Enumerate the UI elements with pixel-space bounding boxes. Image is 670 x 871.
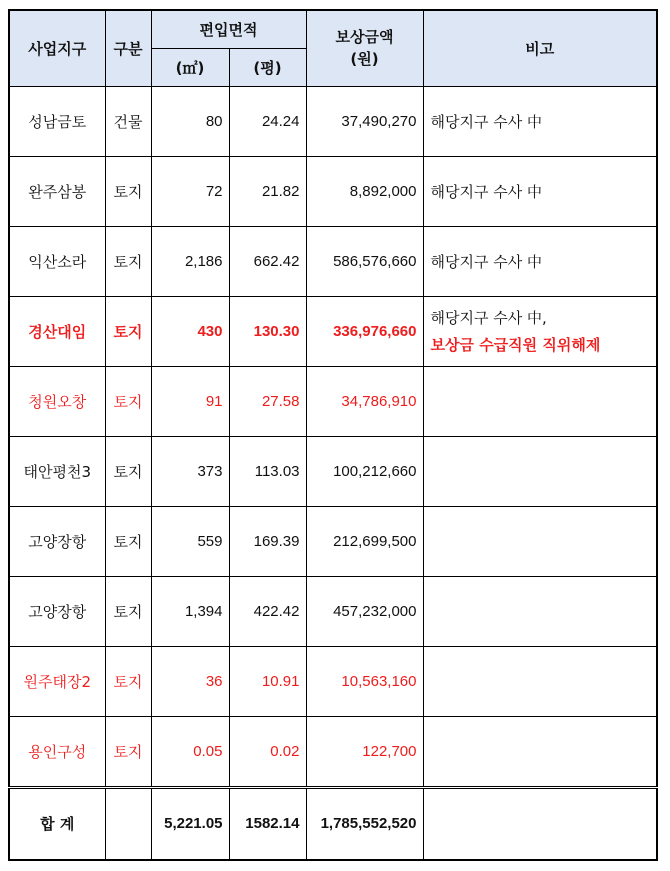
remark-text: 해당지구 수사 中 bbox=[430, 182, 542, 201]
district-cell: 경산대임 bbox=[9, 296, 105, 366]
area-m2-cell: 91 bbox=[151, 366, 229, 436]
header-area-pyeong: (평) bbox=[229, 48, 306, 86]
district-cell: 익산소라 bbox=[9, 226, 105, 296]
remark-note: 보상금 수급직원 직위해제 bbox=[430, 336, 601, 354]
table-row bbox=[9, 226, 657, 296]
type-cell: 토지 bbox=[105, 296, 151, 366]
table-row bbox=[9, 436, 657, 506]
remark-cell bbox=[423, 576, 657, 646]
area-m2-cell: 72 bbox=[151, 156, 229, 226]
amount-cell: 122,700 bbox=[306, 716, 423, 787]
type-cell: 건물 bbox=[105, 86, 151, 156]
type-cell: 토지 bbox=[105, 716, 151, 787]
district-cell: 고양장항 bbox=[9, 506, 105, 576]
type-cell: 토지 bbox=[105, 436, 151, 506]
header-remark: 비고 bbox=[423, 10, 657, 86]
type-cell: 토지 bbox=[105, 576, 151, 646]
header-area-group: 편입면적 bbox=[151, 10, 306, 48]
district-cell: 청원오창 bbox=[9, 366, 105, 436]
amount-cell: 8,892,000 bbox=[306, 156, 423, 226]
amount-cell: 34,786,910 bbox=[306, 366, 423, 436]
remark-cell bbox=[423, 296, 657, 366]
total-remark bbox=[423, 787, 657, 860]
table-row bbox=[9, 86, 657, 156]
district-cell: 용인구성 bbox=[9, 716, 105, 787]
area-m2-cell: 0.05 bbox=[151, 716, 229, 787]
table-row bbox=[9, 716, 657, 787]
type-cell: 토지 bbox=[105, 156, 151, 226]
header-compensation bbox=[306, 10, 423, 86]
total-amount: 1,785,552,520 bbox=[306, 787, 423, 860]
table-row bbox=[9, 366, 657, 436]
district-cell: 고양장항 bbox=[9, 576, 105, 646]
area-m2-cell: 430 bbox=[151, 296, 229, 366]
total-type bbox=[105, 787, 151, 860]
total-area-pyeong: 1582.14 bbox=[229, 787, 306, 860]
amount-cell: 100,212,660 bbox=[306, 436, 423, 506]
header-type: 구분 bbox=[105, 10, 151, 86]
area-pyeong-cell: 422.42 bbox=[229, 576, 306, 646]
area-pyeong-cell: 27.58 bbox=[229, 366, 306, 436]
area-pyeong-cell: 113.03 bbox=[229, 436, 306, 506]
area-pyeong-cell: 662.42 bbox=[229, 226, 306, 296]
remark-cell bbox=[423, 86, 657, 156]
remark-cell bbox=[423, 156, 657, 226]
header-district: 사업지구 bbox=[9, 10, 105, 86]
area-pyeong-cell: 169.39 bbox=[229, 506, 306, 576]
remark-cell bbox=[423, 506, 657, 576]
table-row bbox=[9, 646, 657, 716]
amount-cell: 37,490,270 bbox=[306, 86, 423, 156]
area-m2-cell: 2,186 bbox=[151, 226, 229, 296]
table-body bbox=[9, 86, 657, 860]
table-row bbox=[9, 576, 657, 646]
area-pyeong-cell: 10.91 bbox=[229, 646, 306, 716]
amount-cell: 586,576,660 bbox=[306, 226, 423, 296]
remark-text: 해당지구 수사 中, bbox=[430, 309, 547, 327]
type-cell: 토지 bbox=[105, 506, 151, 576]
table-row bbox=[9, 296, 657, 366]
compensation-table bbox=[8, 9, 658, 861]
type-cell: 토지 bbox=[105, 366, 151, 436]
table-row bbox=[9, 156, 657, 226]
remark-cell bbox=[423, 646, 657, 716]
type-cell: 토지 bbox=[105, 646, 151, 716]
remark-text: 해당지구 수사 中 bbox=[430, 252, 542, 271]
table-row bbox=[9, 506, 657, 576]
total-row bbox=[9, 787, 657, 860]
remark-cell bbox=[423, 436, 657, 506]
area-pyeong-cell: 130.30 bbox=[229, 296, 306, 366]
header-compensation-label: 보상금액 (원) bbox=[335, 28, 394, 69]
area-pyeong-cell: 21.82 bbox=[229, 156, 306, 226]
area-m2-cell: 80 bbox=[151, 86, 229, 156]
amount-cell: 212,699,500 bbox=[306, 506, 423, 576]
district-cell: 태안평천3 bbox=[9, 436, 105, 506]
amount-cell: 10,563,160 bbox=[306, 646, 423, 716]
remark-cell bbox=[423, 226, 657, 296]
district-cell: 성남금토 bbox=[9, 86, 105, 156]
remark-cell bbox=[423, 366, 657, 436]
area-m2-cell: 559 bbox=[151, 506, 229, 576]
total-area-m2: 5,221.05 bbox=[151, 787, 229, 860]
district-cell: 완주삼봉 bbox=[9, 156, 105, 226]
total-label: 합 계 bbox=[9, 787, 105, 860]
remark-text: 해당지구 수사 中 bbox=[430, 112, 542, 131]
area-m2-cell: 373 bbox=[151, 436, 229, 506]
area-m2-cell: 1,394 bbox=[151, 576, 229, 646]
type-cell: 토지 bbox=[105, 226, 151, 296]
header-area-m2: (㎡) bbox=[151, 48, 229, 86]
area-pyeong-cell: 24.24 bbox=[229, 86, 306, 156]
area-m2-cell: 36 bbox=[151, 646, 229, 716]
area-pyeong-cell: 0.02 bbox=[229, 716, 306, 787]
amount-cell: 336,976,660 bbox=[306, 296, 423, 366]
remark-cell bbox=[423, 716, 657, 787]
district-cell: 원주태장2 bbox=[9, 646, 105, 716]
amount-cell: 457,232,000 bbox=[306, 576, 423, 646]
